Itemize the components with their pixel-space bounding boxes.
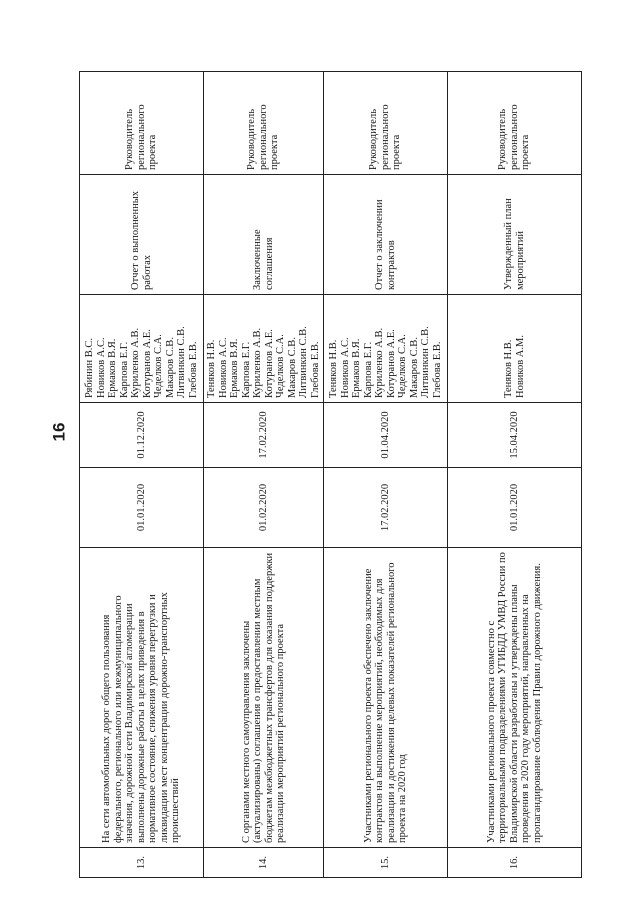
responsible-person: Котуранов А.Е. (263, 329, 275, 398)
result-document: Отчет о заключении контрактов (324, 175, 448, 295)
responsible-person: Котуранов А.Е. (385, 329, 397, 398)
responsible-person: Рябинин В.С. (84, 338, 95, 398)
activity-description: На сети автомобильных дорог общего пользования федерального, регионального или межмуниципального значения, дорожной сети Владимирской агломерации выполнены дорожные работы в целях приведения в нормативное состояние, снижения уровня перегрузки и ликвидации мест концентрации дорожно-транспортных происшествий (80, 548, 204, 848)
end-date: 01.04.2020 (324, 403, 448, 468)
responsible-person: Теняков Н.В. (206, 339, 217, 398)
responsible-person: Глебова Е.В. (309, 341, 321, 398)
activity-description: Участниками регионального проекта обеспечено заключение контрактов на выполнение мероприятий, необходимых для реализации и достижения целевых показателей регионального проекта на 2020 год (324, 548, 448, 848)
responsible-person: Ермаков В.Я. (351, 338, 362, 398)
responsible-person: Новиков А.С. (339, 337, 351, 398)
responsible-persons (204, 295, 324, 403)
activity-description: Участниками регионального проекта совместно с территориальными подразделениями УГИБДД УМВД России по Владимирской области разработаны и утверждены планы проведения в 2020 году мероприятий, направленных на пропагандирование соблюдения Правил дорожного движения. (448, 548, 582, 848)
result-document: Утвержденный план мероприятий (448, 175, 582, 295)
end-date: 01.12.2020 (80, 403, 204, 468)
end-date: 15.04.2020 (448, 403, 582, 468)
table-row (80, 72, 204, 878)
responsible-person: Новиков А.С. (217, 337, 229, 398)
responsible-persons (80, 295, 204, 403)
responsible-person: Куриленко А.В. (374, 327, 385, 398)
responsible-person: Куриленко А.В. (130, 327, 141, 398)
responsible-person: Макаров С.В. (408, 337, 420, 398)
responsible-person: Чеделков С.А. (275, 334, 286, 398)
activity-description: С органами местного самоуправления заключены (актуализированы) соглашения о предоставлении местным бюджетам межбюджетных трансфертов для оказания поддержки реализации мероприятий регионального проекта (204, 548, 324, 848)
result-document: Заключенные соглашения (204, 175, 324, 295)
table-row (324, 72, 448, 878)
responsible-person: Чеделков С.А. (153, 334, 164, 398)
responsible-persons (324, 295, 448, 403)
control-person: Руководитель регионального проекта (204, 72, 324, 175)
row-number: 14. (204, 848, 324, 878)
responsible-person: Теняков Н.В. (328, 339, 339, 398)
responsible-person: Литвинкин С.В. (420, 326, 431, 398)
result-document: Отчет о выполненных работах (80, 175, 204, 295)
start-date: 17.02.2020 (324, 468, 448, 548)
page-number: 16 (49, 422, 69, 442)
responsible-persons (448, 295, 582, 403)
table-body (80, 72, 582, 878)
responsible-person: Карпова Е.Г. (240, 341, 252, 398)
responsible-person: Литвинкин С.В. (298, 326, 309, 398)
responsible-person: Котуранов А.Е. (141, 329, 153, 398)
control-person: Руководитель регионального проекта (324, 72, 448, 175)
responsible-person: Макаров С.В. (164, 337, 176, 398)
responsible-person: Карпова Е.Г. (362, 341, 374, 398)
row-number: 13. (80, 848, 204, 878)
start-date: 01.01.2020 (80, 468, 204, 548)
start-date: 01.02.2020 (204, 468, 324, 548)
table-row (448, 72, 582, 878)
row-number: 16. (448, 848, 582, 878)
rotated-table-area (79, 72, 575, 878)
responsible-person: Макаров С.В. (286, 337, 298, 398)
end-date: 17.02.2020 (204, 403, 324, 468)
responsible-person: Глебова Е.В. (187, 341, 199, 398)
control-person: Руководитель регионального проекта (448, 72, 582, 175)
responsible-person: Карпова Е.Г. (118, 341, 130, 398)
responsible-person: Новиков А.М. (514, 335, 526, 398)
responsible-person: Новиков А.С. (95, 337, 107, 398)
responsible-person: Литвинкин С.В. (176, 326, 187, 398)
project-activities-table (79, 71, 582, 878)
control-person: Руководитель регионального проекта (80, 72, 204, 175)
responsible-person: Теняков Н.В. (503, 339, 514, 398)
responsible-person: Ермаков В.Я. (229, 338, 240, 398)
start-date: 01.01.2020 (448, 468, 582, 548)
responsible-person: Ермаков В.Я. (107, 338, 118, 398)
responsible-person: Куриленко А.В. (252, 327, 263, 398)
table-row (204, 72, 324, 878)
row-number: 15. (324, 848, 448, 878)
responsible-person: Глебова Е.В. (431, 341, 443, 398)
responsible-person: Чеделков С.А. (397, 334, 408, 398)
